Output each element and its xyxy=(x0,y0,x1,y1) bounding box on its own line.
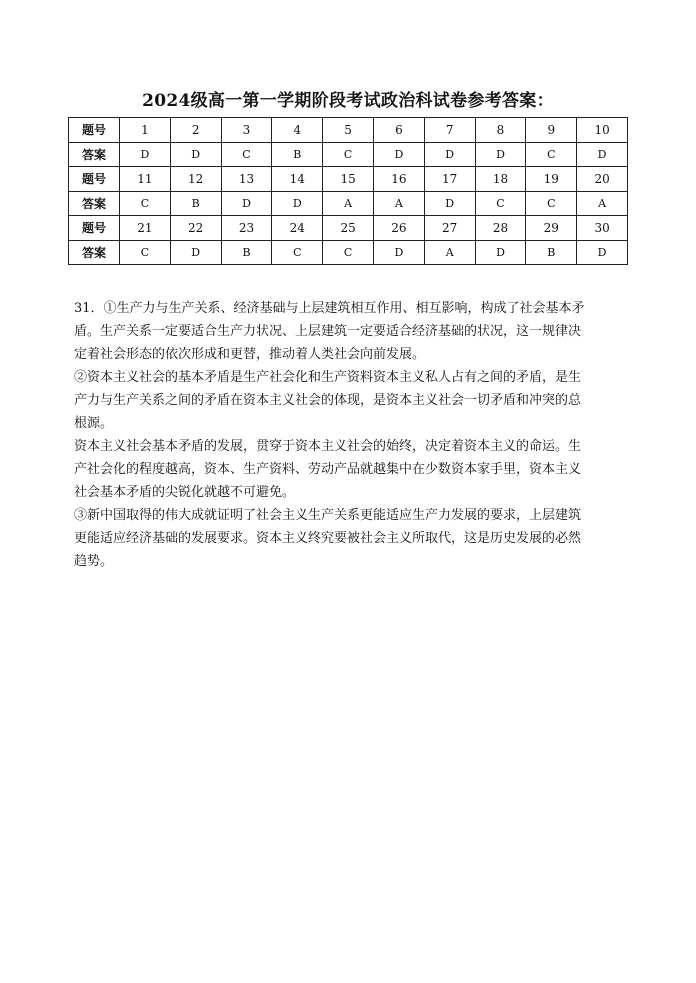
answer-text-line: ②资本主义社会的基本矛盾是生产社会化和生产资料资本主义私人占有之间的矛盾，是生 xyxy=(74,370,582,385)
question-number-cell: 16 xyxy=(373,167,424,192)
answer-text-line: 资本主义社会基本矛盾的发展，贯穿于资本主义社会的始终，决定着资本主义的命运。生 xyxy=(74,439,582,454)
row-label-answer: 答案 xyxy=(69,142,120,167)
question-number-cell: 22 xyxy=(170,216,221,241)
question-number-cell: 6 xyxy=(373,118,424,143)
answer-cell: D xyxy=(424,142,475,167)
page-title: 2024级高一第一学期阶段考试政治科试卷参考答案： xyxy=(142,91,554,111)
answer-cell: B xyxy=(170,191,221,216)
answer-cell: D xyxy=(424,191,475,216)
answer-cell: D xyxy=(475,240,526,265)
answer-cell: B xyxy=(272,142,323,167)
answer-cell: D xyxy=(577,142,628,167)
answer-cell: C xyxy=(475,191,526,216)
question-number-cell: 24 xyxy=(272,216,323,241)
answer-row xyxy=(69,191,628,216)
row-label-question-number: 题号 xyxy=(69,216,120,241)
answer-cell: A xyxy=(373,191,424,216)
answer-row xyxy=(69,142,628,167)
answer-text-line: 31．①生产力与生产关系、经济基础与上层建筑相互作用、相互影响，构成了社会基本矛 xyxy=(74,301,585,316)
question-number-cell: 26 xyxy=(373,216,424,241)
question-number-cell: 5 xyxy=(323,118,374,143)
question-number-cell: 30 xyxy=(577,216,628,241)
question-number-cell: 25 xyxy=(323,216,374,241)
question-number-cell: 23 xyxy=(221,216,272,241)
question-number-cell: 13 xyxy=(221,167,272,192)
answer-row xyxy=(69,240,628,265)
question-number-cell: 18 xyxy=(475,167,526,192)
question-number-cell: 29 xyxy=(526,216,577,241)
question-number-cell: 7 xyxy=(424,118,475,143)
answer-31-text xyxy=(74,297,626,573)
question-number-cell: 14 xyxy=(272,167,323,192)
answer-cell: C xyxy=(323,142,374,167)
answer-text-line: 趋势。 xyxy=(74,554,114,569)
answer-cell: D xyxy=(373,240,424,265)
question-number-cell: 12 xyxy=(170,167,221,192)
question-number-cell: 27 xyxy=(424,216,475,241)
row-label-answer: 答案 xyxy=(69,191,120,216)
answer-cell: A xyxy=(577,191,628,216)
question-number-row xyxy=(69,167,628,192)
answer-text-line: 定着社会形态的依次形成和更替，推动着人类社会向前发展。 xyxy=(74,347,426,362)
answer-cell: A xyxy=(323,191,374,216)
question-number-cell: 10 xyxy=(577,118,628,143)
answer-cell: D xyxy=(577,240,628,265)
answer-cell: B xyxy=(526,240,577,265)
question-number-cell: 28 xyxy=(475,216,526,241)
question-number-cell: 4 xyxy=(272,118,323,143)
question-number-cell: 20 xyxy=(577,167,628,192)
question-number-cell: 8 xyxy=(475,118,526,143)
row-label-answer: 答案 xyxy=(69,240,120,265)
answer-cell: D xyxy=(475,142,526,167)
question-number-cell: 9 xyxy=(526,118,577,143)
answer-cell: B xyxy=(221,240,272,265)
answer-cell: C xyxy=(120,240,171,265)
question-number-cell: 21 xyxy=(120,216,171,241)
answer-text-line: 社会基本矛盾的尖锐化就越不可避免。 xyxy=(74,485,296,500)
question-number-cell: 17 xyxy=(424,167,475,192)
answer-cell: C xyxy=(526,191,577,216)
question-number-cell: 2 xyxy=(170,118,221,143)
question-number-cell: 11 xyxy=(120,167,171,192)
question-number-row xyxy=(69,216,628,241)
answer-cell: C xyxy=(323,240,374,265)
question-number-row xyxy=(69,118,628,143)
answer-key-table xyxy=(68,117,628,265)
answer-text-line: 产力与生产关系之间的矛盾在资本主义社会的体现，是资本主义社会一切矛盾和冲突的总 xyxy=(74,393,582,408)
answer-text-line: 更能适应经济基础的发展要求。资本主义终究要被社会主义所取代，这是历史发展的必然 xyxy=(74,531,582,546)
answer-cell: C xyxy=(120,191,171,216)
answer-text-line: 盾。生产关系一定要适合生产力状况、上层建筑一定要适合经济基础的状况，这一规律决 xyxy=(74,324,582,339)
question-number-cell: 19 xyxy=(526,167,577,192)
answer-cell: D xyxy=(373,142,424,167)
answer-text-line: ③新中国取得的伟大成就证明了社会主义生产关系更能适应生产力发展的要求，上层建筑 xyxy=(74,508,582,523)
answer-cell: C xyxy=(272,240,323,265)
question-number-cell: 1 xyxy=(120,118,171,143)
answer-text-line: 根源。 xyxy=(74,416,114,431)
answer-text-line: 产社会化的程度越高，资本、生产资料、劳动产品就越集中在少数资本家手里，资本主义 xyxy=(74,462,582,477)
answer-cell: D xyxy=(120,142,171,167)
row-label-question-number: 题号 xyxy=(69,118,120,143)
answer-cell: A xyxy=(424,240,475,265)
question-number-cell: 3 xyxy=(221,118,272,143)
answer-cell: C xyxy=(526,142,577,167)
answer-cell: D xyxy=(170,240,221,265)
question-number-cell: 15 xyxy=(323,167,374,192)
answer-cell: C xyxy=(221,142,272,167)
answer-cell: D xyxy=(272,191,323,216)
answer-cell: D xyxy=(221,191,272,216)
answer-cell: D xyxy=(170,142,221,167)
row-label-question-number: 题号 xyxy=(69,167,120,192)
